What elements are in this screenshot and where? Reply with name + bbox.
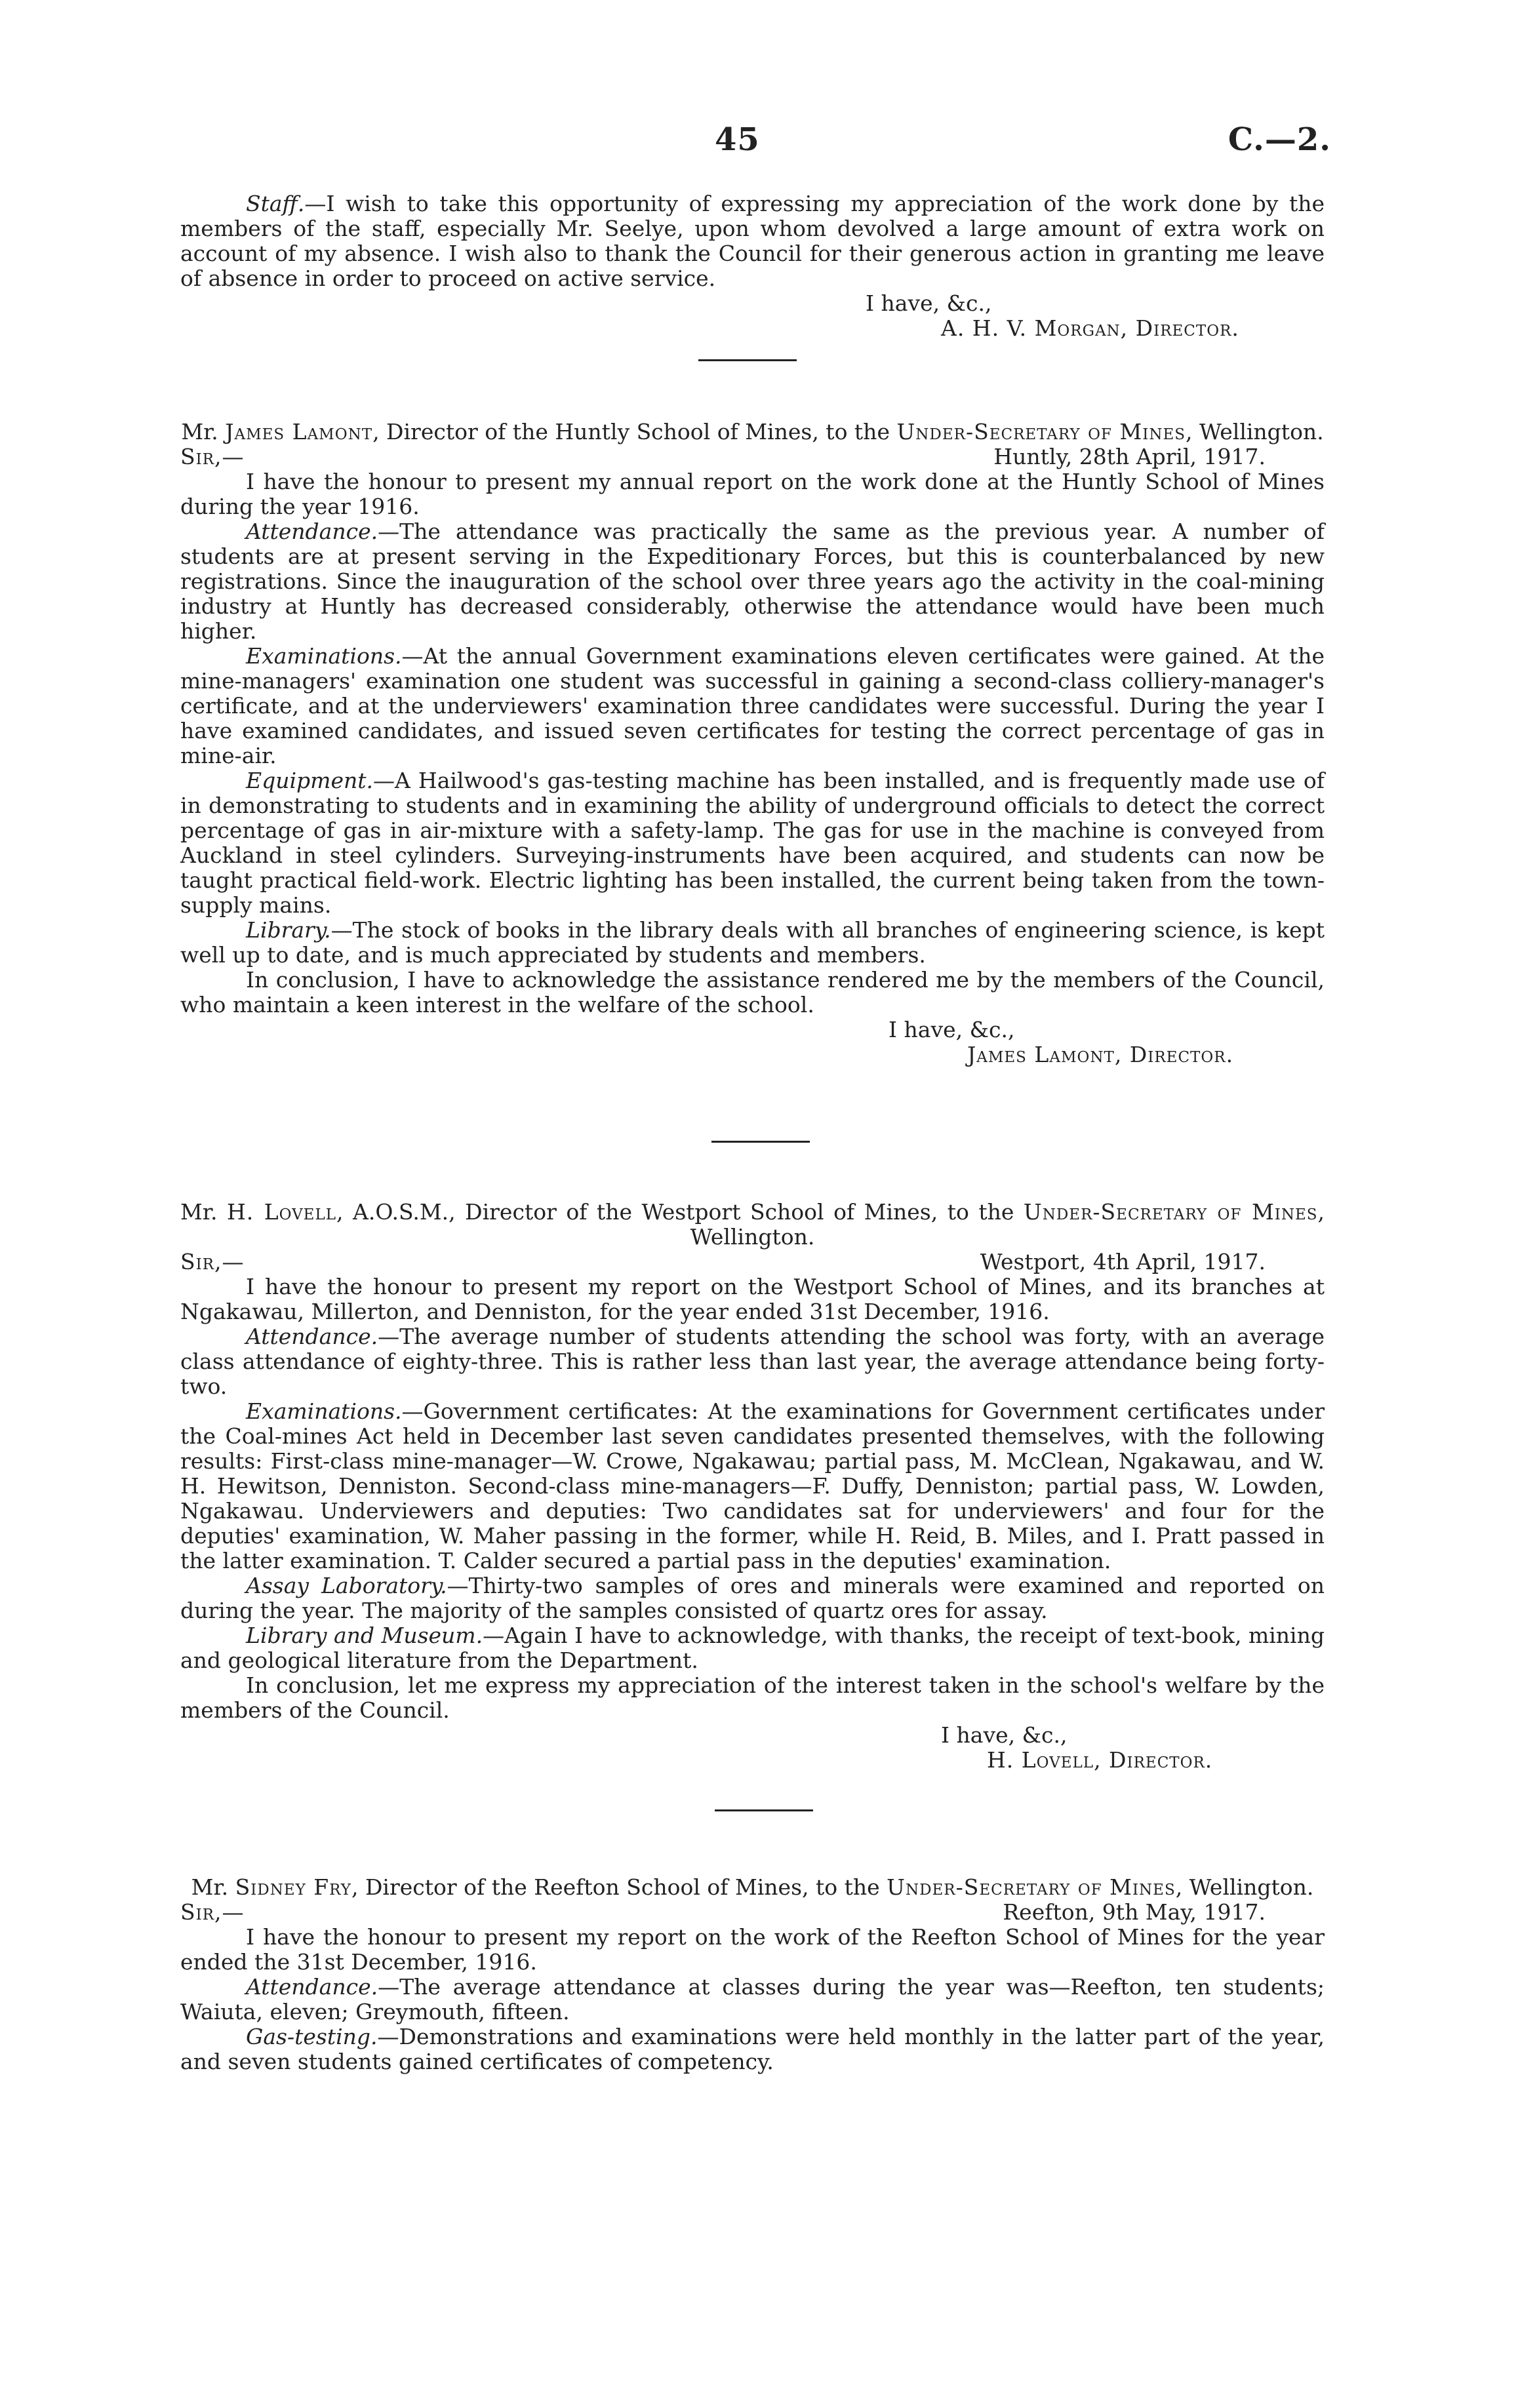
westport-heading: Mr. H. Lovell, A.O.S.M., Director of the Westport School of Mines, to the Under-Secretary of Mines, Wellington. (180, 1199, 1325, 1250)
reefton-heading: Mr. Sidney Fry, Director of the Reefton School of Mines, to the Under-Secretary of Mines, Wellington. (191, 1874, 1314, 1900)
westport-salutation-line (180, 1250, 1325, 1274)
westport-intro: I have the honour to present my report on the Westport School of Mines, and its branches at Ngakawau, Millerton, and Denniston, for the year ended 31st December, 1916. (180, 1274, 1325, 1324)
huntly-salutation: Sir,— (180, 444, 245, 469)
huntly-paragraph: Attendance.—The attendance was practically the same as the previous year. A number of students are at present serving in the Expeditionary Forces, but this is counterbalanced by new registrations. Since the inauguration of the school over three years ago the activity in the coal-mining industry at Huntly has decreased considerably, otherwise the attendance would have been much higher. (180, 519, 1325, 644)
reefton-paragraph: Attendance.—The average attendance at classes during the year was—Reefton, ten students; Waiuta, eleven; Greymouth, fifteen. (180, 1974, 1325, 2024)
reefton-salutation: Sir,— (180, 1899, 245, 1925)
staff-heading: Staff. (246, 191, 305, 216)
staff-signature: A. H. V. Morgan, Director. (941, 315, 1239, 341)
staff-closing: I have, &c., (866, 290, 992, 316)
reefton-date: Reefton, 9th May, 1917. (1003, 1899, 1266, 1925)
westport-salutation: Sir,— (180, 1249, 245, 1274)
westport-signature: H. Lovell, Director. (987, 1747, 1213, 1773)
westport-date: Westport, 4th April, 1917. (980, 1249, 1266, 1274)
westport-paragraph: Attendance.—The average number of students attending the school was forty, with an average class attendance of eighty-three. This is rather less than last year, the average attendance being forty-two. (180, 1324, 1325, 1399)
staff-paragraph: Staff.—I wish to take this opportunity of expressing my appreciation of the work done by the members of the staff, especially Mr. Seelye, upon whom devolved a large amount of extra work on account of my absence. I wish also to thank the Council for their generous action in granting me leave of absence in order to proceed on active service. (180, 191, 1325, 291)
huntly-paragraph: Examinations.—At the annual Government examinations eleven certificates were gained. At the mine-managers' examination one student was successful in gaining a second-class colliery-manager's certificate, and at the underviewers' examination three candidates were successful. During the year I have examined candidates, and issued seven certificates for testing the correct percentage of gas in mine-air. (180, 643, 1325, 768)
westport-closing: I have, &c., (941, 1722, 1068, 1748)
huntly-paragraph: Equipment.—A Hailwood's gas-testing machine has been installed, and is frequently made use of in demonstrating to students and in examining the ability of underground officials to detect the correct percentage of gas in air-mixture with a safety-lamp. The gas for use in the machine is conveyed from Auckland in steel cylinders. Surveying-instruments have been acquired, and students can now be taught practical field-work. Electric lighting has been installed, the current being taken from the town-supply mains. (180, 768, 1325, 918)
reefton-paragraph: Gas-testing.—Demonstrations and examinations were held monthly in the latter part of the year, and seven students gained certificates of competency. (180, 2024, 1325, 2074)
staff-section (180, 191, 1325, 341)
huntly-date: Huntly, 28th April, 1917. (993, 444, 1266, 469)
report-code: C.—2. (1228, 121, 1331, 158)
huntly-intro: I have the honour to present my annual report on the work done at the Huntly School of Mines during the year 1916. (180, 469, 1325, 519)
section-divider (711, 1141, 810, 1143)
huntly-heading: Mr. James Lamont, Director of the Huntly School of Mines, to the Under-Secretary of Mines, Wellington. (181, 419, 1324, 444)
huntly-closing: I have, &c., (889, 1017, 1015, 1042)
westport-report (180, 1200, 1325, 1773)
westport-paragraph: Assay Laboratory.—Thirty-two samples of ores and minerals were examined and reported on during the year. The majority of the samples consisted of quartz ores for assay. (180, 1573, 1325, 1623)
huntly-conclusion: In conclusion, I have to acknowledge the assistance rendered me by the members of the Council, who maintain a keen interest in the welfare of the school. (180, 967, 1325, 1017)
westport-conclusion: In conclusion, let me express my appreciation of the interest taken in the school's welfare by the members of the Council. (180, 1672, 1325, 1723)
section-divider (698, 359, 797, 361)
reefton-intro: I have the honour to present my report on the work of the Reefton School of Mines for the year ended the 31st December, 1916. (180, 1924, 1325, 1975)
section-divider (715, 1809, 813, 1811)
huntly-salutation-line (180, 444, 1325, 469)
huntly-signature: James Lamont, Director. (967, 1042, 1234, 1067)
westport-paragraph: Examinations.—Government certificates: At the examinations for Government certificates under the Coal-mines Act held in December last seven candidates presented themselves, with the following results: First-class mine-manager—W. Crowe, Ngakawau; partial pass, M. McClean, Ngakawau, and W. H. Hewitson, Denniston. Second-class mine-managers—F. Duffy, Denniston; partial pass, W. Lowden, Ngakawau. Underviewers and deputies: Two candidates sat for underviewers' and four for the deputies' examination, W. Maher passing in the former, while H. Reid, B. Miles, and I. Pratt passed in the latter examination. T. Calder secured a partial pass in the deputies' examination. (180, 1398, 1325, 1573)
huntly-paragraph: Library.—The stock of books in the library deals with all branches of engineering science, is kept well up to date, and is much appreciated by students and members. (180, 917, 1325, 968)
westport-paragraph: Library and Museum.—Again I have to acknowledge, with thanks, the receipt of text-book, mining and geological literature from the Department. (180, 1623, 1325, 1673)
reefton-salutation-line (180, 1900, 1325, 1925)
reefton-report (180, 1875, 1325, 2074)
page-number: 45 (715, 121, 760, 158)
huntly-report (180, 420, 1325, 1067)
